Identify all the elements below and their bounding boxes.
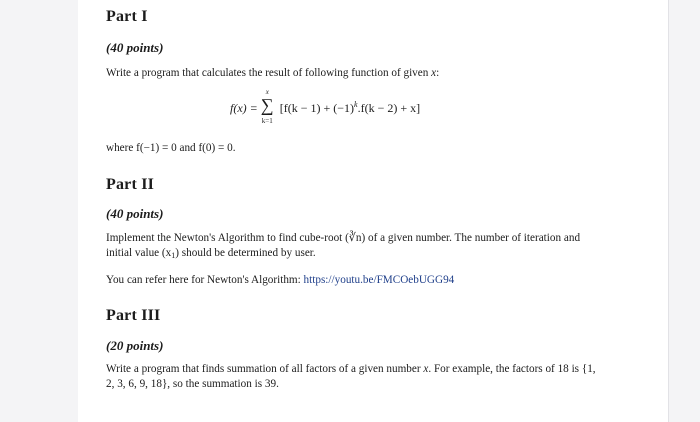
part1-formula (230, 88, 421, 125)
part1-points: (40 points) (106, 40, 164, 55)
sum-upper-limit: x (265, 88, 269, 96)
summation-symbol (260, 88, 277, 125)
part1-title: Part I (106, 8, 148, 25)
formula-body-a: [f(k − 1) + (−1) (279, 101, 355, 115)
part2-para1-b: ) should be determined by user. (175, 247, 316, 259)
part2-reference (106, 273, 454, 288)
formula-lhs: f(x) = (230, 101, 261, 115)
part2-reference-text: You can refer here for Newton's Algorithm: (106, 274, 304, 286)
part1-where: where f(−1) = 0 and f(0) = 0. (106, 142, 236, 154)
part1-intro-prefix: Write a program that calculates the result of following function of given (106, 67, 432, 79)
sigma-icon: ∑ (260, 95, 274, 115)
part2-points: (40 points) (106, 206, 164, 221)
part3-points: (20 points) (106, 338, 164, 353)
part3-para-a: Write a program that finds summation of all factors of a given number (106, 363, 424, 375)
part3-para-b: . For example, the factors of 18 is {1, 2, 3, 6, 9, 18}, so the summation is 39. (106, 363, 596, 390)
formula-exponent: k (354, 100, 358, 109)
formula-body-b: .f(k − 2) + x] (357, 101, 421, 115)
part2-para1-a: Implement the Newton's Algorithm to find cube-root (∛n) of a given number. The number of iteration and initial value (x (106, 232, 581, 259)
part2-title: Part II (106, 176, 155, 193)
youtube-link[interactable]: https://youtu.be/FMCOebUGG94 (303, 274, 455, 286)
part2-paragraph (106, 231, 598, 263)
sum-lower-limit: k=1 (261, 117, 273, 125)
part1-intro-var: x (431, 67, 437, 79)
part2-para1-sub: 1 (171, 251, 176, 260)
part1-intro-suffix: : (436, 67, 440, 79)
part3-para-var: x (423, 363, 429, 375)
part1-intro (106, 66, 439, 81)
document-page (78, 0, 669, 422)
part3-paragraph (106, 362, 598, 392)
part3-title: Part III (106, 307, 161, 324)
